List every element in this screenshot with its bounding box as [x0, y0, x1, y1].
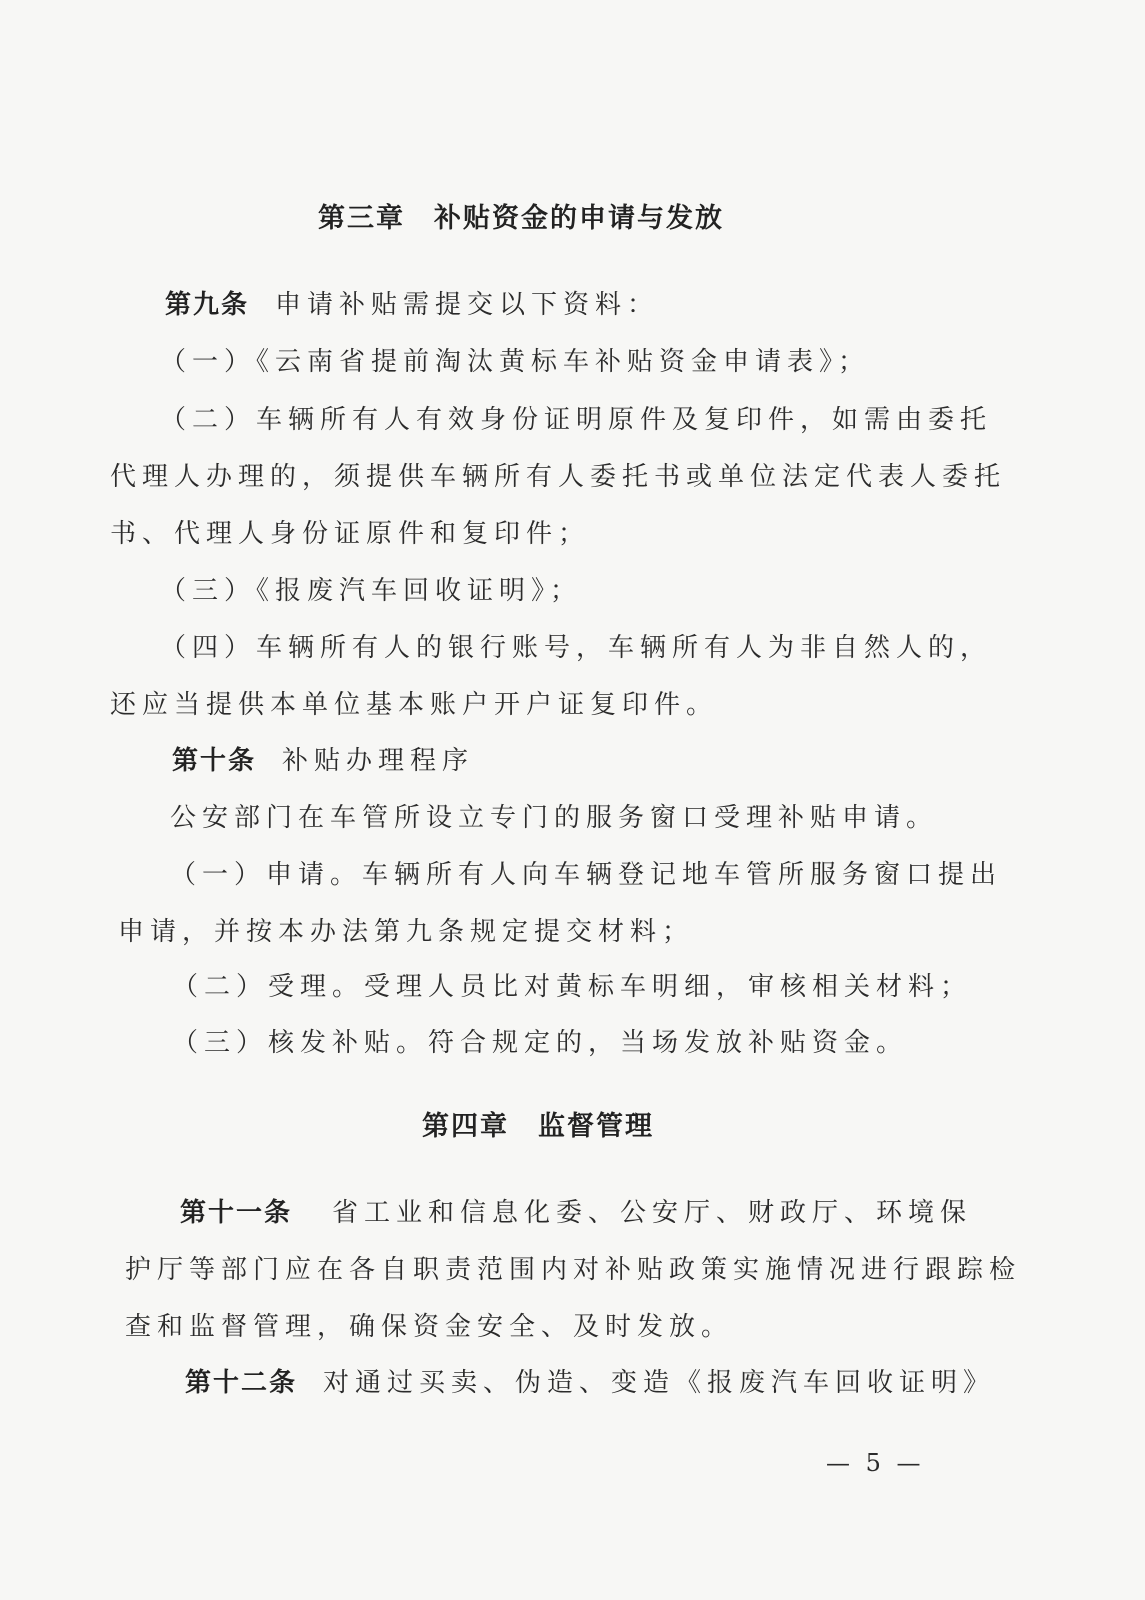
- page-number: — 5 —: [826, 1449, 925, 1477]
- article-10-step-1-line-1: （一）申请。车辆所有人向车辆登记地车管所服务窗口提出: [170, 860, 1003, 890]
- article-10-step-2: （二）受理。受理人员比对黄标车明细，审核相关材料；: [172, 972, 973, 1002]
- article-12-label: 第十二条: [185, 1368, 298, 1398]
- article-11-line-3: 查和监督管理，确保资金安全、及时发放。: [125, 1312, 734, 1342]
- article-9-item-3: （三）《报废汽车回收证明》；: [160, 576, 583, 606]
- article-9-item-1: （一）《云南省提前淘汰黄标车补贴资金申请表》；: [160, 347, 871, 377]
- article-12-text-1: 对通过买卖、伪造、变造《报废汽车回收证明》: [323, 1368, 996, 1398]
- article-10-label: 第十条: [172, 746, 257, 776]
- article-9-label: 第九条: [165, 290, 250, 320]
- article-9-item-2-line-1: （二）车辆所有人有效身份证明原件及复印件，如需由委托: [160, 405, 993, 435]
- article-9-item-2-line-3: 书、代理人身份证原件和复印件；: [110, 519, 591, 549]
- article-11-line-2: 护厅等部门应在各自职责范围内对补贴政策实施情况进行跟踪检: [125, 1255, 1022, 1285]
- article-9-intro: 申请补贴需提交以下资料：: [275, 290, 660, 320]
- article-9-item-2-line-2: 代理人办理的，须提供车辆所有人委托书或单位法定代表人委托: [110, 462, 1007, 492]
- article-9-item-4-line-2: 还应当提供本单位基本账户开户证复印件。: [110, 690, 719, 720]
- chapter-3-heading: 第三章 补贴资金的申请与发放: [318, 203, 724, 234]
- article-11-label: 第十一条: [180, 1198, 293, 1228]
- article-10-intro-line: [172, 744, 474, 778]
- article-11-line-1: [180, 1196, 972, 1230]
- article-10-intro: 补贴办理程序: [282, 746, 475, 776]
- article-10-paragraph: 公安部门在车管所设立专门的服务窗口受理补贴申请。: [170, 803, 939, 833]
- article-9-intro-line: [165, 288, 659, 322]
- article-11-text-1: 省工业和信息化委、公安厅、财政厅、环境保: [332, 1198, 973, 1228]
- article-10-step-3: （三）核发补贴。符合规定的，当场发放补贴资金。: [172, 1028, 909, 1058]
- article-9-item-4-line-1: （四）车辆所有人的银行账号，车辆所有人为非自然人的，: [160, 633, 993, 663]
- chapter-4-heading: 第四章 监督管理: [422, 1111, 654, 1142]
- article-10-step-1-line-2: 申请，并按本办法第九条规定提交材料；: [118, 917, 695, 947]
- article-12-line-1: [185, 1366, 995, 1400]
